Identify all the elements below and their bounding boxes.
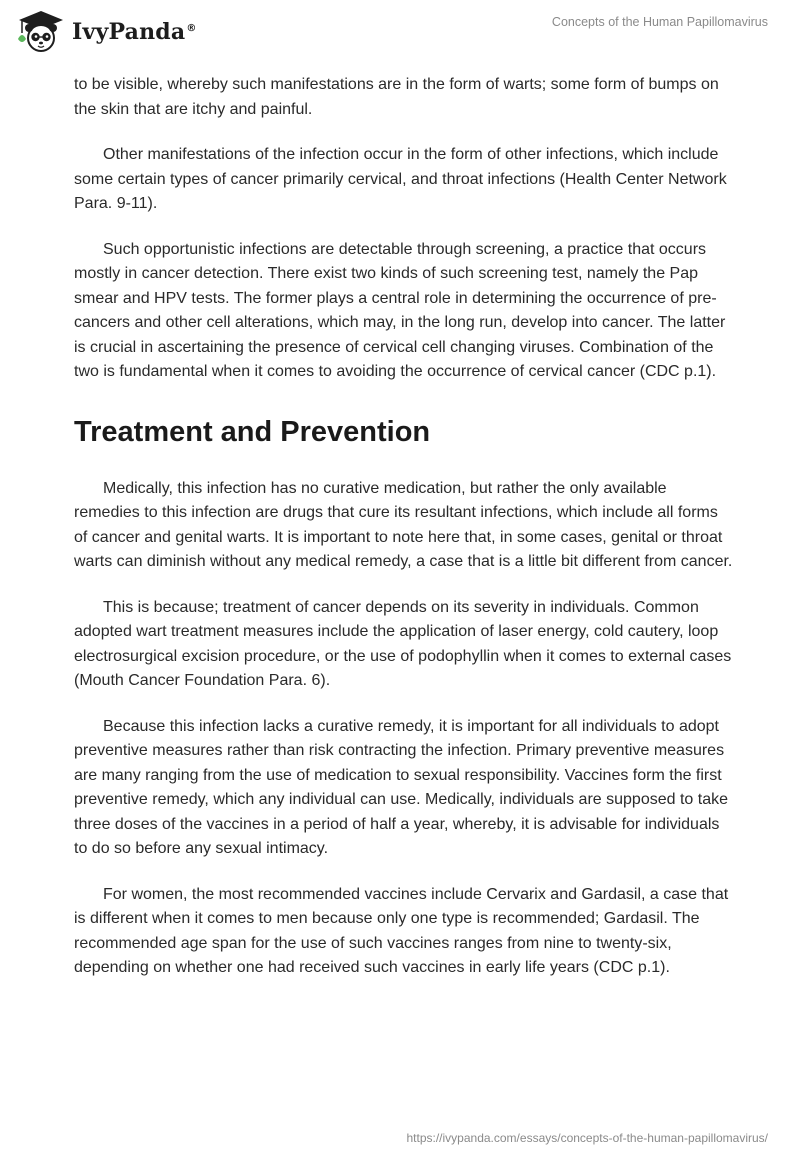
source-url-link[interactable]: https://ivypanda.com/essays/concepts-of-the-human-papillomavirus/ [406,1131,768,1145]
paragraph: Medically, this infection has no curative medication, but rather the only available remedies to this infection are drugs that cure its resultant infections, which include all forms of cancer and genital warts. It is important to note here that, in some cases, genital or throat warts can diminish without any medical remedy, a case that is a little bit different from cancer. [74,479,733,570]
paragraph: Because this infection lacks a curative remedy, it is important for all individuals to adopt preventive measures rather than risk contracting the infection. Primary preventive measures are many ranging from the use of medication to sexual responsibility. Vaccines form the first preventive remedy, which any individual can use. Medically, individuals are supposed to take three doses of the vaccines in a period of half a year, whereby, it is advisable for individuals to do so before any sexual intimacy. [74,717,728,857]
section-heading: Treatment and Prevention [74,415,431,448]
document-title: Concepts of the Human Papillomavirus [551,15,768,29]
paragraph: Other manifestations of the infection occur in the form of other infections, which include some certain types of cancer primarily cervical, and throat infections (Health Center Network Para. 9-11). [74,146,727,212]
essay-content [74,73,734,1002]
logo-text: IvyPanda® [72,19,197,45]
panda-logo-icon [16,9,66,55]
paragraph: This is because; treatment of cancer depends on its severity in individuals. Common adopted wart treatment measures include the application of laser energy, cold cautery, loop electrosurgical excision procedure, or the use of podophyllin when it comes to external cases (Mouth Cancer Foundation Para. 6). [74,598,732,689]
registered-mark: ® [186,22,197,34]
paragraph: Such opportunistic infections are detectable through screening, a practice that occurs mostly in cancer detection. There exist two kinds of such screening test, namely the Pap smear and HPV tests. The former plays a central role in determining the occurrence of pre-cancers and other cell alterations, which may, in the long run, develop into cancer. The latter is crucial in ascertaining the presence of cervical cell changing viruses. Combination of the two is fundamental when it comes to avoiding the occurrence of cervical cancer (CDC p.1). [74,240,726,380]
page-header [0,0,800,70]
logo[interactable] [16,9,197,55]
paragraph: to be visible, whereby such manifestations are in the form of warts; some form of bumps on the skin that are itchy and painful. [74,76,719,118]
paragraph: For women, the most recommended vaccines include Cervarix and Gardasil, a case that is different when it comes to men because only one type is recommended; Gardasil. The recommended age span for the use of such vaccines ranges from nine to twenty-six, depending on whether one had received such vaccines in early life years (CDC p.1). [74,885,729,976]
